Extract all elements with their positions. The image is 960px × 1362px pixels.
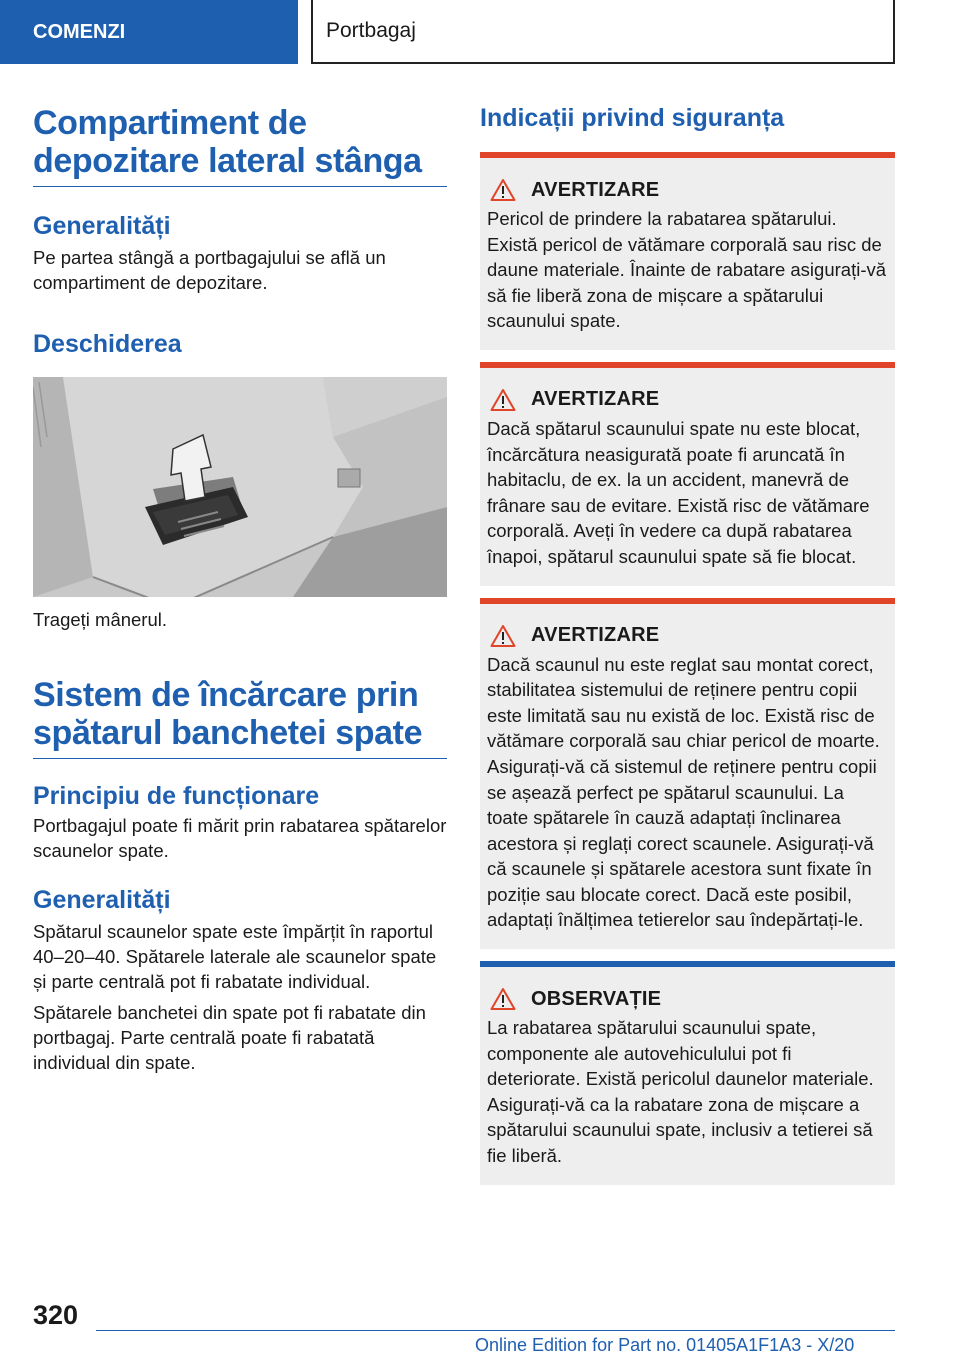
warning-triangle-icon	[490, 178, 516, 202]
warning-text: Pericol de prindere la rabatarea spătarului. Există pericol de vătămare corporală sau risc de daune materiale. Înainte de rabatare asigurați-vă să fie liberă zona de mișcare a spătarului scaunului spate.	[487, 208, 887, 332]
notice-text: La rabatarea spătarului scaunului spate, componente ale autovehiculului pot fi deteriorate. Există pericolul daunelor materiale. Asigurați-vă ca la rabatare zona de mișcare a spătarului scaunului spate, inclusiv a tetierei să fie liberă.	[487, 1017, 874, 1167]
safety-title: Indicații privind siguranța	[480, 104, 785, 132]
warning-label: AVERTIZARE	[531, 624, 660, 647]
left-column	[33, 104, 447, 1075]
warning-text: Dacă spătarul scaunului spate nu este blocat, încărcătura neasigurată poate fi aruncată în habitaclu, de ex. la un accident, manevră de frânare sau de evitare. Există risc de vătămare corporală. Aveți în vedere ca după rabatarea înapoi, spătarul scaunului spate să fie blocat.	[487, 417, 870, 567]
general2-section	[33, 885, 447, 1075]
warning-label: AVERTIZARE	[531, 178, 660, 201]
section-tab	[0, 0, 298, 64]
edition-note: Online Edition for Part no. 01405A1F1A3 - X/20	[475, 1335, 855, 1355]
general2-text-2: Spătarele banchetei din spate pot fi rabatate din portbagaj. Parte centrală poate fi rabatată individual din spate.	[33, 1002, 426, 1073]
notice-box	[480, 961, 895, 1185]
general-section	[33, 211, 447, 295]
general-heading: Generalități	[33, 212, 171, 240]
warning-label: AVERTIZARE	[531, 388, 660, 411]
storage-compartment-illustration	[33, 377, 447, 597]
storage-compartment-title: Compartiment de depozitare lateral stânga	[33, 104, 447, 187]
page-number: 320	[33, 1300, 79, 1330]
general2-heading: Generalități	[33, 886, 171, 914]
warning-triangle-icon	[490, 388, 516, 412]
opening-heading: Deschiderea	[33, 330, 182, 358]
warning-text: Dacă scaunul nu este reglat sau montat corect, stabilitatea sistemului de reținere pentru copii este limitată sau nu există de loc. Există risc de vătămare corporală sau chiar pericol de moarte. Asigurați-vă că sistemul de reținere pentru copii se așează perfect pe spătarul scaunului. La toate spătarele în cauză adaptați înclinarea acestora și reglați corect scaunele. Asigurați-vă că scaunele și spătarele acestora sunt fixate în poziție sau blocate corect. Dacă este posibil, adaptați înălțimea tetierelor sau îndepărtați-le.	[487, 653, 880, 931]
chapter-label: Portbagaj	[326, 19, 416, 42]
loading-system-title: Sistem de încărcare prin spătarul banchetei spate	[33, 676, 447, 759]
notice-label: OBSERVAȚIE	[531, 987, 662, 1010]
chapter-tab	[311, 0, 895, 64]
warning-box	[480, 152, 895, 350]
right-column	[480, 100, 895, 1197]
image-caption: Trageți mânerul.	[33, 609, 168, 630]
principle-section	[33, 781, 447, 863]
general2-text-1: Spătarul scaunelor spate este împărțit în raportul 40–20–40. Spătarele laterale ale scaunelor spate și parte centrală pot fi rabatate individual.	[33, 921, 437, 992]
section-label: COMENZI	[33, 20, 126, 43]
principle-text: Portbagajul poate fi mărit prin rabatarea spătarelor scaunelor spate.	[33, 815, 447, 861]
warning-triangle-icon	[490, 987, 516, 1011]
illustration-svg	[33, 377, 447, 597]
warning-box	[480, 598, 895, 950]
general-text: Pe partea stângă a portbagajului se află un compartiment de depozitare.	[33, 247, 386, 293]
footer-divider	[96, 1330, 895, 1331]
warning-box	[480, 362, 895, 586]
opening-section	[33, 329, 447, 632]
principle-heading: Principiu de funcționare	[33, 782, 320, 810]
warning-triangle-icon	[490, 624, 516, 648]
